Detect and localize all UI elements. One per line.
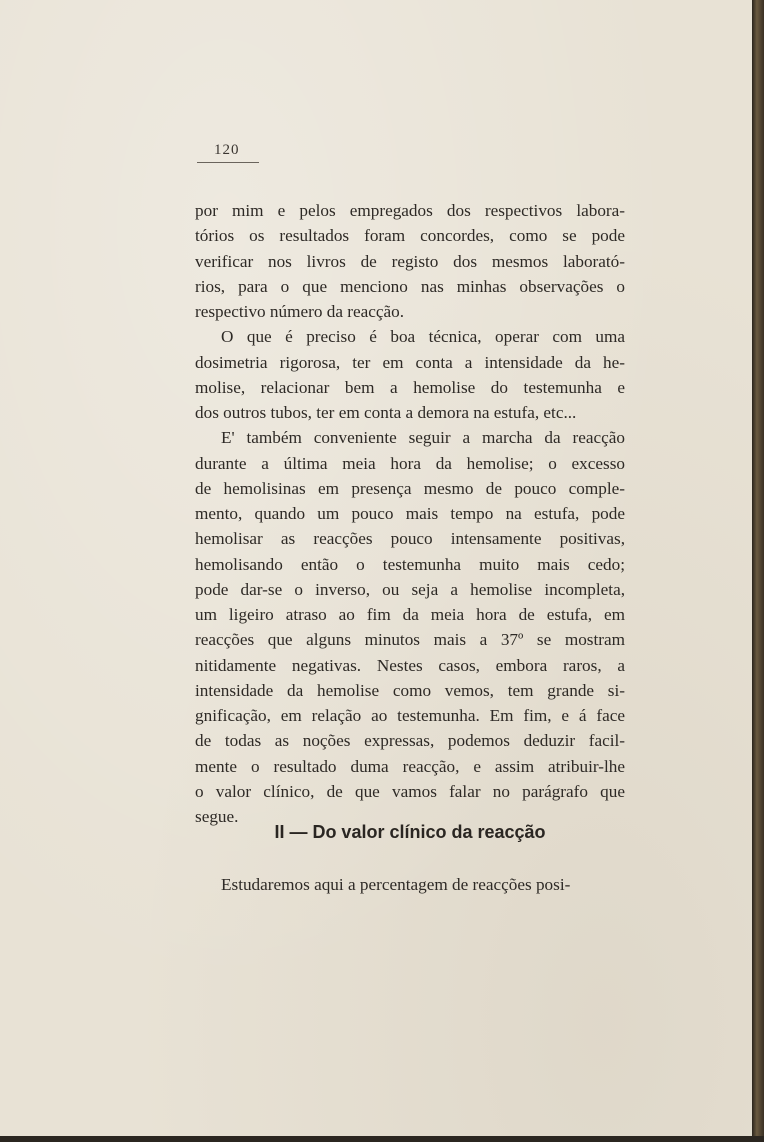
text-line: intensidade da hemolise como vemos, tem grande si-	[195, 680, 625, 700]
text-line: hemolisar as reacções pouco intensamente positivas,	[195, 529, 625, 549]
text-line: de hemolisinas em presença mesmo de pouco comple-	[195, 478, 625, 498]
text-line: de todas as noções expressas, podemos deduzir facil-	[195, 731, 625, 751]
text-line: o valor clínico, de que vamos falar no parágrafo que	[195, 781, 625, 801]
text-line: O que é preciso é boa técnica, operar com uma	[221, 327, 625, 347]
page-bottom-edge	[0, 1136, 764, 1142]
text-line: gnificação, em relação ao testemunha. Em fim, e á face	[195, 706, 625, 725]
text-line: pode dar-se o inverso, ou seja a hemolise incompleta,	[195, 579, 625, 599]
text-line: respectivo número da reacção.	[195, 302, 405, 321]
text-line: um ligeiro atraso ao fim da meia hora de estufa, em	[195, 605, 625, 624]
text-line: por mim e pelos empregados dos respectivos labora-	[195, 201, 625, 220]
text-line: tórios os resultados foram concordes, como se pode	[195, 226, 625, 246]
text-line: dos outros tubos, ter em conta a demora na estufa, etc...	[195, 403, 577, 422]
paragraph	[195, 198, 625, 324]
text-line: reacções que alguns minutos mais a 37º se mostram	[195, 630, 625, 650]
text-line: mento, quando um pouco mais tempo na estufa, pode	[195, 504, 625, 523]
text-line: nitidamente negativas. Nestes casos, embora raros, a	[195, 655, 625, 675]
paragraph	[195, 324, 625, 425]
page-number: 120	[214, 142, 240, 158]
text-line: rios, para o que menciono nas minhas observações o	[195, 276, 625, 296]
text-line: verificar nos livros de registo dos mesmos laborató-	[195, 251, 625, 271]
paragraph	[195, 425, 625, 829]
body-text	[195, 198, 625, 829]
text-line: segue.	[195, 807, 239, 826]
page-edge-shadow	[752, 0, 764, 1142]
text-line: molise, relacionar bem a hemolise do testemunha e	[195, 377, 625, 397]
page-number-rule	[197, 162, 259, 163]
next-paragraph-line: Estudaremos aqui a percentagem de reacções posi-	[221, 875, 571, 894]
text-line: mente o resultado duma reacção, e assim atribuir-lhe	[195, 756, 625, 776]
text-line: durante a última meia hora da hemolise; o excesso	[195, 453, 625, 473]
text-line: dosimetria rigorosa, ter em conta a intensidade da he-	[195, 352, 625, 372]
text-line: hemolisando então o testemunha muito mais cedo;	[195, 554, 625, 574]
text-line: E' também conveniente seguir a marcha da reacção	[221, 428, 625, 448]
section-heading: II — Do valor clínico da reacção	[274, 822, 546, 842]
